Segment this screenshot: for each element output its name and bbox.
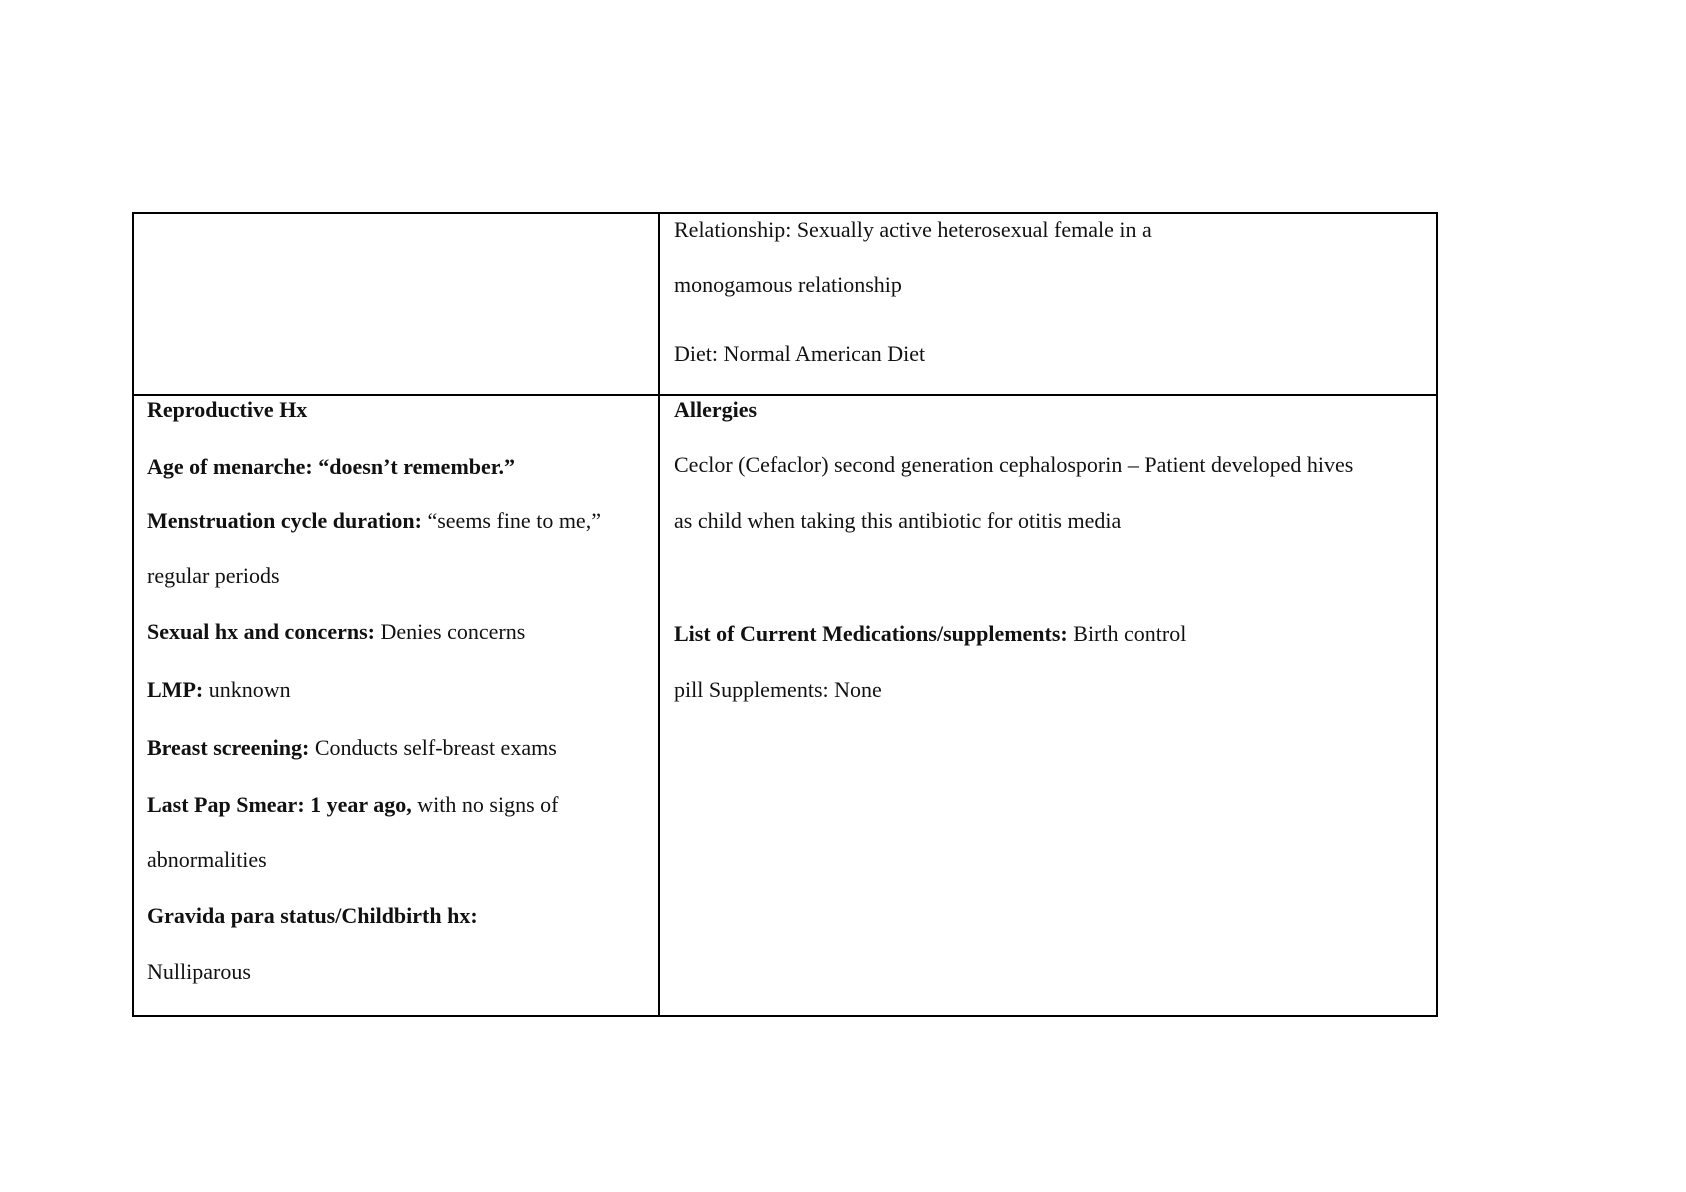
allergies-line-1: Ceclor (Cefaclor) second generation cephalosporin – Patient developed hives [674,452,1354,477]
breast-value: Conducts self-breast exams [314,735,557,760]
sexual-label: Sexual hx and concerns: [147,619,375,644]
row-divider [134,394,1436,396]
gravida-label: Gravida para status/Childbirth hx: [147,903,478,928]
sexual-value: Denies concerns [380,619,526,644]
diet-line: Diet: Normal American Diet [674,341,926,366]
menarche-line [147,454,515,480]
relationship-line-1: Relationship: Sexually active heterosexual female in a [674,217,1152,242]
reproductive-heading: Reproductive Hx [147,397,308,422]
medications-line-2: pill Supplements: None [674,677,882,702]
column-divider [658,214,660,1015]
pap-line [147,792,558,818]
cycle-line [147,508,601,534]
relationship-line-2: monogamous relationship [674,272,902,297]
lmp-label: LMP: [147,677,204,702]
breast-line [147,735,557,761]
allergies-line-2: as child when taking this antibiotic for otitis media [674,508,1122,533]
menarche-value: “doesn’t remember.” [318,454,516,479]
medications-label: List of Current Medications/supplements: [674,621,1068,646]
medications-line [674,621,1186,647]
pap-value: with no signs of [417,792,559,817]
lmp-line [147,677,291,703]
pap-line-2: abnormalities [147,847,267,872]
allergies-heading: Allergies [674,397,758,422]
history-table [132,212,1438,1017]
gravida-value: Nulliparous [147,959,251,984]
breast-label: Breast screening: [147,735,310,760]
cycle-value: “seems fine to me,” [427,508,601,533]
cycle-label: Menstruation cycle duration: [147,508,422,533]
lmp-value: unknown [208,677,291,702]
cycle-line-2: regular periods [147,563,280,588]
sexual-line [147,619,525,645]
pap-label: Last Pap Smear: 1 year ago, [147,792,412,817]
menarche-label: Age of menarche: [147,454,313,479]
medications-value: Birth control [1073,621,1187,646]
